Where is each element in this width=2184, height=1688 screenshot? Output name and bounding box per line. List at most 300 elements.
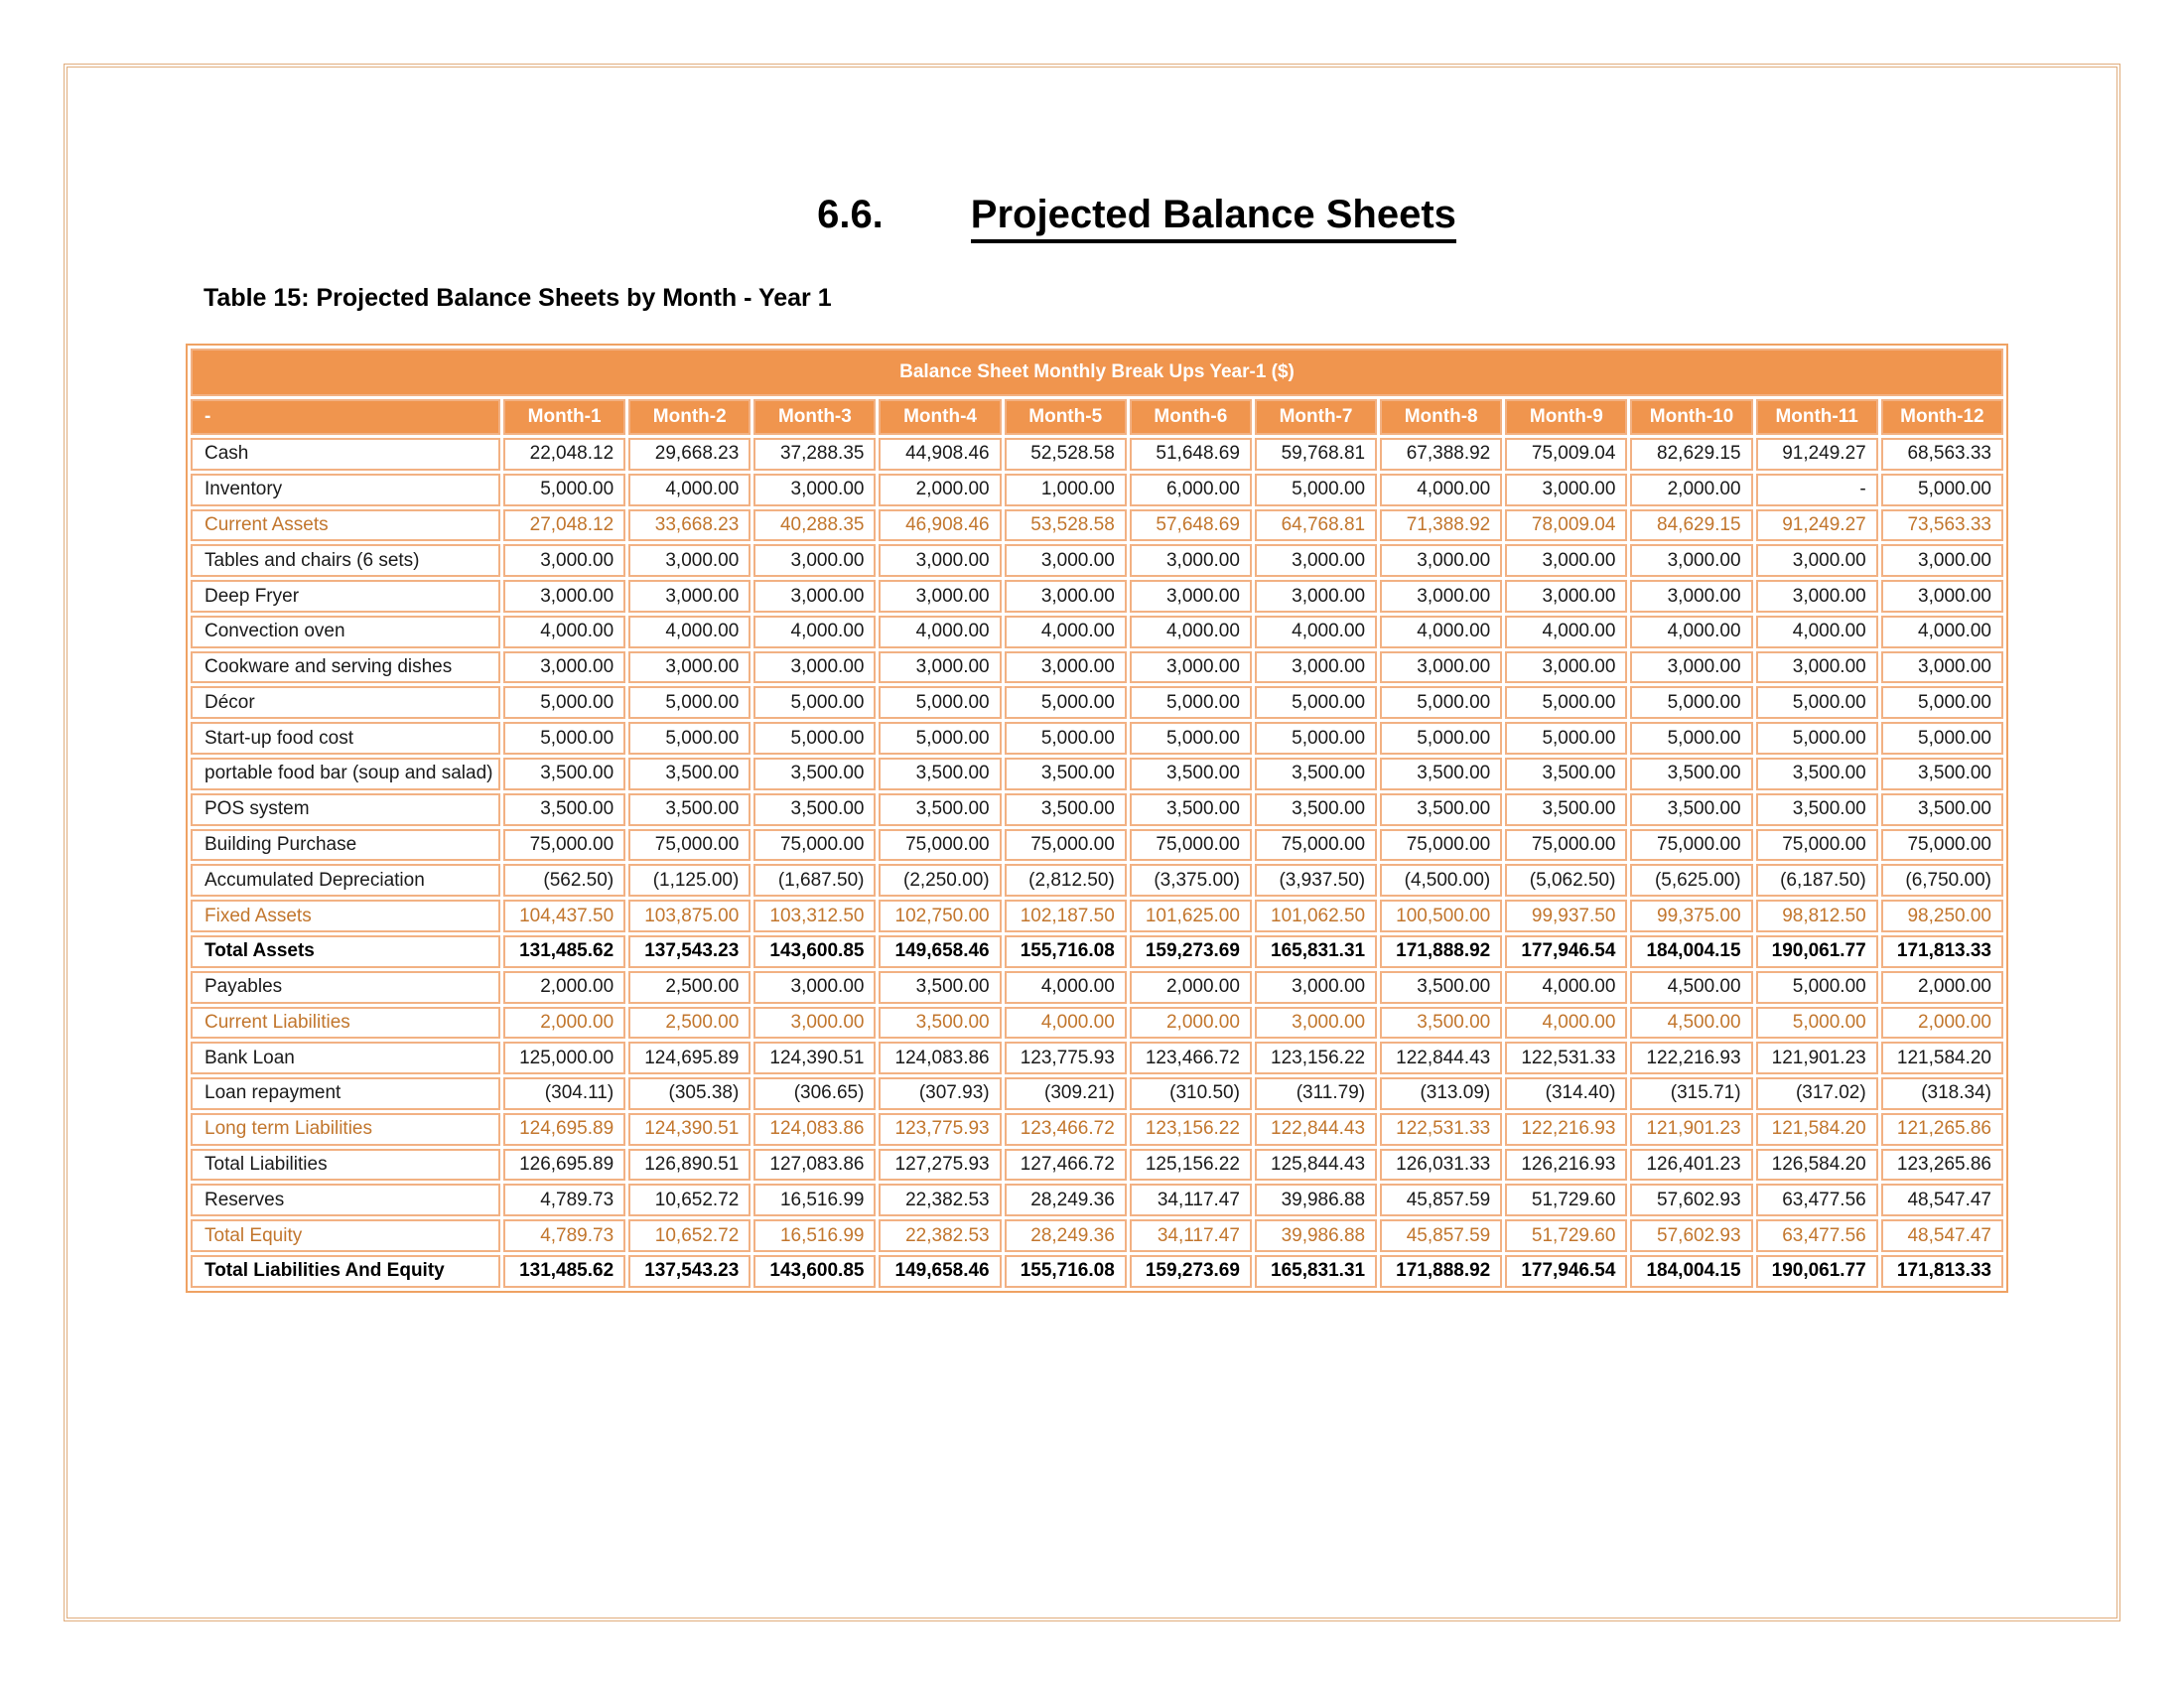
value-cell: 126,216.93 xyxy=(1505,1149,1627,1182)
value-cell: 5,000.00 xyxy=(753,722,876,755)
value-cell: 3,500.00 xyxy=(503,793,625,826)
table-title: Balance Sheet Monthly Break Ups Year-1 ($) xyxy=(191,349,2003,396)
value-cell: 3,500.00 xyxy=(1130,793,1252,826)
table-row xyxy=(191,1007,2003,1040)
value-cell: 10,652.72 xyxy=(628,1184,751,1216)
value-cell: (4,500.00) xyxy=(1380,864,1502,897)
value-cell: 5,000.00 xyxy=(1756,1007,1878,1040)
value-cell: (306.65) xyxy=(753,1077,876,1110)
value-cell: 124,083.86 xyxy=(879,1042,1001,1074)
value-cell: 16,516.99 xyxy=(753,1184,876,1216)
value-cell: 171,888.92 xyxy=(1380,935,1502,968)
value-cell: 3,000.00 xyxy=(1881,580,2003,613)
value-cell: 2,000.00 xyxy=(1630,474,1752,506)
value-cell: 75,000.00 xyxy=(1630,829,1752,862)
value-cell: 5,000.00 xyxy=(1756,686,1878,719)
value-cell: 3,000.00 xyxy=(753,971,876,1004)
value-cell: 124,695.89 xyxy=(628,1042,751,1074)
value-cell: 137,543.23 xyxy=(628,935,751,968)
value-cell: 123,265.86 xyxy=(1881,1149,2003,1182)
value-cell: (3,937.50) xyxy=(1255,864,1377,897)
value-cell: 3,500.00 xyxy=(753,758,876,790)
value-cell: 75,000.00 xyxy=(879,829,1001,862)
column-header-month-12: Month-12 xyxy=(1881,399,2003,435)
value-cell: 63,477.56 xyxy=(1756,1219,1878,1252)
value-cell: 2,000.00 xyxy=(503,1007,625,1040)
value-cell: 3,000.00 xyxy=(1005,651,1127,684)
value-cell: 126,584.20 xyxy=(1756,1149,1878,1182)
value-cell: 4,789.73 xyxy=(503,1184,625,1216)
value-cell: 78,009.04 xyxy=(1505,509,1627,542)
table-row xyxy=(191,829,2003,862)
value-cell: 2,000.00 xyxy=(1130,1007,1252,1040)
value-cell: 63,477.56 xyxy=(1756,1184,1878,1216)
value-cell: 3,500.00 xyxy=(1881,758,2003,790)
column-header-month-1: Month-1 xyxy=(503,399,625,435)
value-cell: 91,249.27 xyxy=(1756,509,1878,542)
value-cell: 5,000.00 xyxy=(628,722,751,755)
value-cell: 5,000.00 xyxy=(628,686,751,719)
value-cell: 102,750.00 xyxy=(879,900,1001,932)
value-cell: 75,000.00 xyxy=(753,829,876,862)
value-cell: 4,000.00 xyxy=(1505,616,1627,648)
value-cell: 123,466.72 xyxy=(1130,1042,1252,1074)
value-cell: 3,500.00 xyxy=(1380,793,1502,826)
value-cell: 5,000.00 xyxy=(1380,722,1502,755)
value-cell: 51,648.69 xyxy=(1130,438,1252,471)
value-cell: 75,000.00 xyxy=(1130,829,1252,862)
value-cell: 3,000.00 xyxy=(503,651,625,684)
value-cell: 82,629.15 xyxy=(1630,438,1752,471)
value-cell: 75,000.00 xyxy=(1255,829,1377,862)
value-cell: 3,000.00 xyxy=(1380,580,1502,613)
value-cell: (6,187.50) xyxy=(1756,864,1878,897)
value-cell: 3,500.00 xyxy=(1380,971,1502,1004)
row-label: Décor xyxy=(191,686,500,719)
value-cell: 3,500.00 xyxy=(1005,758,1127,790)
table-row xyxy=(191,793,2003,826)
value-cell: 3,000.00 xyxy=(1505,580,1627,613)
value-cell: 5,000.00 xyxy=(503,686,625,719)
value-cell: 52,528.58 xyxy=(1005,438,1127,471)
value-cell: 2,500.00 xyxy=(628,1007,751,1040)
value-cell: 44,908.46 xyxy=(879,438,1001,471)
value-cell: 4,000.00 xyxy=(628,616,751,648)
value-cell: 4,000.00 xyxy=(1005,971,1127,1004)
value-cell: 3,000.00 xyxy=(753,474,876,506)
value-cell: 155,716.08 xyxy=(1005,935,1127,968)
row-label: Deep Fryer xyxy=(191,580,500,613)
value-cell: 123,466.72 xyxy=(1005,1113,1127,1146)
value-cell: 4,000.00 xyxy=(1130,616,1252,648)
value-cell: 4,000.00 xyxy=(1756,616,1878,648)
value-cell: 159,273.69 xyxy=(1130,1255,1252,1288)
value-cell: 51,729.60 xyxy=(1505,1219,1627,1252)
value-cell: 122,531.33 xyxy=(1505,1042,1627,1074)
value-cell: 177,946.54 xyxy=(1505,1255,1627,1288)
value-cell: 127,466.72 xyxy=(1005,1149,1127,1182)
value-cell: 6,000.00 xyxy=(1130,474,1252,506)
value-cell: 3,500.00 xyxy=(879,1007,1001,1040)
value-cell: 101,062.50 xyxy=(1255,900,1377,932)
value-cell: 121,901.23 xyxy=(1630,1113,1752,1146)
value-cell: (5,625.00) xyxy=(1630,864,1752,897)
value-cell: 37,288.35 xyxy=(753,438,876,471)
value-cell: 3,000.00 xyxy=(753,651,876,684)
section-number: 6.6. xyxy=(817,193,884,236)
table-row xyxy=(191,474,2003,506)
value-cell: 28,249.36 xyxy=(1005,1184,1127,1216)
value-cell: (317.02) xyxy=(1756,1077,1878,1110)
value-cell: 3,000.00 xyxy=(1255,580,1377,613)
value-cell: 4,000.00 xyxy=(1630,616,1752,648)
value-cell: 51,729.60 xyxy=(1505,1184,1627,1216)
value-cell: 123,775.93 xyxy=(1005,1042,1127,1074)
value-cell: 3,500.00 xyxy=(1505,758,1627,790)
value-cell: 75,000.00 xyxy=(1005,829,1127,862)
value-cell: 75,000.00 xyxy=(503,829,625,862)
value-cell: 102,187.50 xyxy=(1005,900,1127,932)
table-row xyxy=(191,1255,2003,1288)
table-row xyxy=(191,864,2003,897)
value-cell: 4,000.00 xyxy=(1005,1007,1127,1040)
value-cell: 125,000.00 xyxy=(503,1042,625,1074)
value-cell: (309.21) xyxy=(1005,1077,1127,1110)
value-cell: 3,000.00 xyxy=(628,580,751,613)
row-label: portable food bar (soup and salad) xyxy=(191,758,500,790)
row-label: Current Assets xyxy=(191,509,500,542)
value-cell: 4,000.00 xyxy=(1881,616,2003,648)
value-cell: 123,156.22 xyxy=(1255,1042,1377,1074)
value-cell: 75,009.04 xyxy=(1505,438,1627,471)
row-label: Total Assets xyxy=(191,935,500,968)
value-cell: 3,500.00 xyxy=(1130,758,1252,790)
value-cell: 71,388.92 xyxy=(1380,509,1502,542)
value-cell: 143,600.85 xyxy=(753,935,876,968)
value-cell: 123,156.22 xyxy=(1130,1113,1252,1146)
row-label: Payables xyxy=(191,971,500,1004)
value-cell: (314.40) xyxy=(1505,1077,1627,1110)
value-cell: 91,249.27 xyxy=(1756,438,1878,471)
row-label: Fixed Assets xyxy=(191,900,500,932)
value-cell: 3,500.00 xyxy=(1255,758,1377,790)
value-cell: 149,658.46 xyxy=(879,935,1001,968)
value-cell: 75,000.00 xyxy=(1505,829,1627,862)
row-label: Bank Loan xyxy=(191,1042,500,1074)
table-row xyxy=(191,722,2003,755)
table-row xyxy=(191,616,2003,648)
value-cell: 165,831.31 xyxy=(1255,1255,1377,1288)
value-cell: 3,000.00 xyxy=(1255,544,1377,577)
balance-sheet-table xyxy=(186,344,2008,1293)
value-cell: 5,000.00 xyxy=(1881,686,2003,719)
value-cell: (304.11) xyxy=(503,1077,625,1110)
value-cell: 3,500.00 xyxy=(879,793,1001,826)
value-cell: 3,500.00 xyxy=(628,758,751,790)
value-cell: 3,000.00 xyxy=(1130,580,1252,613)
column-header-month-10: Month-10 xyxy=(1630,399,1752,435)
value-cell: 3,000.00 xyxy=(503,544,625,577)
value-cell: (305.38) xyxy=(628,1077,751,1110)
value-cell: 171,813.33 xyxy=(1881,935,2003,968)
value-cell: 5,000.00 xyxy=(1255,474,1377,506)
row-label: Long term Liabilities xyxy=(191,1113,500,1146)
value-cell: 5,000.00 xyxy=(1881,474,2003,506)
row-label: Inventory xyxy=(191,474,500,506)
value-cell: 131,485.62 xyxy=(503,935,625,968)
table-caption: Table 15: Projected Balance Sheets by Month - Year 1 xyxy=(204,284,832,312)
column-header-month-5: Month-5 xyxy=(1005,399,1127,435)
value-cell: 184,004.15 xyxy=(1630,1255,1752,1288)
value-cell: 73,563.33 xyxy=(1881,509,2003,542)
value-cell: 125,844.43 xyxy=(1255,1149,1377,1182)
value-cell: (1,125.00) xyxy=(628,864,751,897)
value-cell: (307.93) xyxy=(879,1077,1001,1110)
value-cell: 59,768.81 xyxy=(1255,438,1377,471)
value-cell: (310.50) xyxy=(1130,1077,1252,1110)
value-cell: 2,000.00 xyxy=(879,474,1001,506)
value-cell: 5,000.00 xyxy=(1380,686,1502,719)
value-cell: 3,000.00 xyxy=(1130,544,1252,577)
row-label: Total Equity xyxy=(191,1219,500,1252)
value-cell: 122,844.43 xyxy=(1380,1042,1502,1074)
value-cell: 121,265.86 xyxy=(1881,1113,2003,1146)
value-cell: 2,000.00 xyxy=(1130,971,1252,1004)
value-cell: 5,000.00 xyxy=(1756,971,1878,1004)
value-cell: (1,687.50) xyxy=(753,864,876,897)
value-cell: 57,602.93 xyxy=(1630,1184,1752,1216)
value-cell: 75,000.00 xyxy=(1380,829,1502,862)
value-cell: 3,500.00 xyxy=(628,793,751,826)
value-cell: 4,500.00 xyxy=(1630,971,1752,1004)
table-row xyxy=(191,686,2003,719)
value-cell: 5,000.00 xyxy=(1255,686,1377,719)
column-header-month-7: Month-7 xyxy=(1255,399,1377,435)
value-cell: 1,000.00 xyxy=(1005,474,1127,506)
value-cell: 5,000.00 xyxy=(503,722,625,755)
column-header-month-9: Month-9 xyxy=(1505,399,1627,435)
value-cell: 68,563.33 xyxy=(1881,438,2003,471)
value-cell: 3,000.00 xyxy=(628,651,751,684)
value-cell: 40,288.35 xyxy=(753,509,876,542)
value-cell: 28,249.36 xyxy=(1005,1219,1127,1252)
row-label: Reserves xyxy=(191,1184,500,1216)
value-cell: 3,500.00 xyxy=(1380,1007,1502,1040)
column-header-month-2: Month-2 xyxy=(628,399,751,435)
table-title-row xyxy=(191,349,2003,396)
value-cell: 3,000.00 xyxy=(503,580,625,613)
value-cell: 3,000.00 xyxy=(1505,651,1627,684)
value-cell: 46,908.46 xyxy=(879,509,1001,542)
table-row xyxy=(191,1077,2003,1110)
value-cell: 3,500.00 xyxy=(1756,793,1878,826)
value-cell: 122,216.93 xyxy=(1630,1042,1752,1074)
table-row xyxy=(191,1184,2003,1216)
value-cell: 98,250.00 xyxy=(1881,900,2003,932)
value-cell: 100,500.00 xyxy=(1380,900,1502,932)
value-cell: 5,000.00 xyxy=(1130,686,1252,719)
value-cell: 124,390.51 xyxy=(628,1113,751,1146)
value-cell: 177,946.54 xyxy=(1505,935,1627,968)
value-cell: 190,061.77 xyxy=(1756,1255,1878,1288)
value-cell: 3,500.00 xyxy=(1255,793,1377,826)
value-cell: 3,000.00 xyxy=(1630,651,1752,684)
value-cell: 3,000.00 xyxy=(753,544,876,577)
value-cell: 3,500.00 xyxy=(1881,793,2003,826)
value-cell: 143,600.85 xyxy=(753,1255,876,1288)
row-label: Cash xyxy=(191,438,500,471)
value-cell: 3,000.00 xyxy=(1505,474,1627,506)
value-cell: 3,000.00 xyxy=(1756,651,1878,684)
row-label: Start-up food cost xyxy=(191,722,500,755)
table-row xyxy=(191,935,2003,968)
value-cell: 64,768.81 xyxy=(1255,509,1377,542)
value-cell: 126,401.23 xyxy=(1630,1149,1752,1182)
value-cell: (6,750.00) xyxy=(1881,864,2003,897)
table-row xyxy=(191,1042,2003,1074)
value-cell: 5,000.00 xyxy=(1881,722,2003,755)
value-cell: 103,875.00 xyxy=(628,900,751,932)
value-cell: 10,652.72 xyxy=(628,1219,751,1252)
value-cell: 39,986.88 xyxy=(1255,1219,1377,1252)
row-label: Current Liabilities xyxy=(191,1007,500,1040)
value-cell: 22,382.53 xyxy=(879,1219,1001,1252)
table-row xyxy=(191,509,2003,542)
value-cell: 3,000.00 xyxy=(628,544,751,577)
value-cell: 3,500.00 xyxy=(753,793,876,826)
value-cell: 5,000.00 xyxy=(1756,722,1878,755)
value-cell: 3,000.00 xyxy=(1380,544,1502,577)
value-cell: 4,000.00 xyxy=(628,474,751,506)
table-row xyxy=(191,971,2003,1004)
value-cell: 121,584.20 xyxy=(1756,1113,1878,1146)
value-cell: 101,625.00 xyxy=(1130,900,1252,932)
value-cell: 125,156.22 xyxy=(1130,1149,1252,1182)
value-cell: 2,000.00 xyxy=(1881,971,2003,1004)
value-cell: 3,000.00 xyxy=(1505,544,1627,577)
value-cell: 84,629.15 xyxy=(1630,509,1752,542)
value-cell: 122,531.33 xyxy=(1380,1113,1502,1146)
value-cell: (318.34) xyxy=(1881,1077,2003,1110)
value-cell: 5,000.00 xyxy=(1130,722,1252,755)
value-cell: 3,000.00 xyxy=(753,580,876,613)
value-cell: (5,062.50) xyxy=(1505,864,1627,897)
column-header-month-6: Month-6 xyxy=(1130,399,1252,435)
value-cell: 5,000.00 xyxy=(503,474,625,506)
value-cell: 3,000.00 xyxy=(1380,651,1502,684)
value-cell: 39,986.88 xyxy=(1255,1184,1377,1216)
value-cell: 3,000.00 xyxy=(1255,971,1377,1004)
value-cell: 5,000.00 xyxy=(1505,722,1627,755)
value-cell: 5,000.00 xyxy=(1255,722,1377,755)
value-cell: 3,500.00 xyxy=(1380,758,1502,790)
table-row xyxy=(191,1113,2003,1146)
value-cell: 3,500.00 xyxy=(1630,758,1752,790)
table-row xyxy=(191,438,2003,471)
value-cell: 98,812.50 xyxy=(1756,900,1878,932)
value-cell: 165,831.31 xyxy=(1255,935,1377,968)
value-cell: 127,275.93 xyxy=(879,1149,1001,1182)
value-cell: 122,844.43 xyxy=(1255,1113,1377,1146)
value-cell: 2,000.00 xyxy=(503,971,625,1004)
value-cell: 3,500.00 xyxy=(879,758,1001,790)
value-cell: 126,695.89 xyxy=(503,1149,625,1182)
value-cell: 99,375.00 xyxy=(1630,900,1752,932)
value-cell: 4,000.00 xyxy=(753,616,876,648)
value-cell: 127,083.86 xyxy=(753,1149,876,1182)
column-header-month-8: Month-8 xyxy=(1380,399,1502,435)
value-cell: 131,485.62 xyxy=(503,1255,625,1288)
value-cell: 53,528.58 xyxy=(1005,509,1127,542)
value-cell: 124,390.51 xyxy=(753,1042,876,1074)
value-cell: 4,789.73 xyxy=(503,1219,625,1252)
value-cell: 34,117.47 xyxy=(1130,1184,1252,1216)
value-cell: 3,000.00 xyxy=(1255,1007,1377,1040)
value-cell: 4,000.00 xyxy=(503,616,625,648)
value-cell: 3,500.00 xyxy=(1756,758,1878,790)
value-cell: 3,000.00 xyxy=(1881,544,2003,577)
table-row xyxy=(191,651,2003,684)
value-cell: 171,888.92 xyxy=(1380,1255,1502,1288)
value-cell: 137,543.23 xyxy=(628,1255,751,1288)
value-cell: 5,000.00 xyxy=(1005,686,1127,719)
value-cell: 104,437.50 xyxy=(503,900,625,932)
value-cell: 3,000.00 xyxy=(753,1007,876,1040)
corner-header: - xyxy=(191,399,500,435)
value-cell: 121,901.23 xyxy=(1756,1042,1878,1074)
row-label: Convection oven xyxy=(191,616,500,648)
value-cell: 75,000.00 xyxy=(1756,829,1878,862)
value-cell: (562.50) xyxy=(503,864,625,897)
value-cell: (311.79) xyxy=(1255,1077,1377,1110)
value-cell: 3,000.00 xyxy=(1630,580,1752,613)
value-cell: 16,516.99 xyxy=(753,1219,876,1252)
value-cell: (2,812.50) xyxy=(1005,864,1127,897)
value-cell: (313.09) xyxy=(1380,1077,1502,1110)
value-cell: 4,000.00 xyxy=(1505,1007,1627,1040)
value-cell: (2,250.00) xyxy=(879,864,1001,897)
value-cell: 190,061.77 xyxy=(1756,935,1878,968)
value-cell: 122,216.93 xyxy=(1505,1113,1627,1146)
value-cell: 3,500.00 xyxy=(1630,793,1752,826)
value-cell: - xyxy=(1756,474,1878,506)
value-cell: 3,000.00 xyxy=(879,580,1001,613)
value-cell: 33,668.23 xyxy=(628,509,751,542)
value-cell: 5,000.00 xyxy=(753,686,876,719)
value-cell: 4,000.00 xyxy=(1005,616,1127,648)
value-cell: 184,004.15 xyxy=(1630,935,1752,968)
column-header-month-3: Month-3 xyxy=(753,399,876,435)
value-cell: 57,602.93 xyxy=(1630,1219,1752,1252)
value-cell: 124,695.89 xyxy=(503,1113,625,1146)
value-cell: 48,547.47 xyxy=(1881,1219,2003,1252)
value-cell: 3,500.00 xyxy=(503,758,625,790)
row-label: Cookware and serving dishes xyxy=(191,651,500,684)
value-cell: (3,375.00) xyxy=(1130,864,1252,897)
value-cell: 22,048.12 xyxy=(503,438,625,471)
value-cell: 123,775.93 xyxy=(879,1113,1001,1146)
value-cell: 4,000.00 xyxy=(1505,971,1627,1004)
table-row xyxy=(191,900,2003,932)
value-cell: 3,500.00 xyxy=(1505,793,1627,826)
value-cell: 5,000.00 xyxy=(1630,722,1752,755)
value-cell: 4,000.00 xyxy=(1255,616,1377,648)
value-cell: 67,388.92 xyxy=(1380,438,1502,471)
table-row xyxy=(191,1149,2003,1182)
value-cell: 5,000.00 xyxy=(1505,686,1627,719)
row-label: Tables and chairs (6 sets) xyxy=(191,544,500,577)
value-cell: 48,547.47 xyxy=(1881,1184,2003,1216)
